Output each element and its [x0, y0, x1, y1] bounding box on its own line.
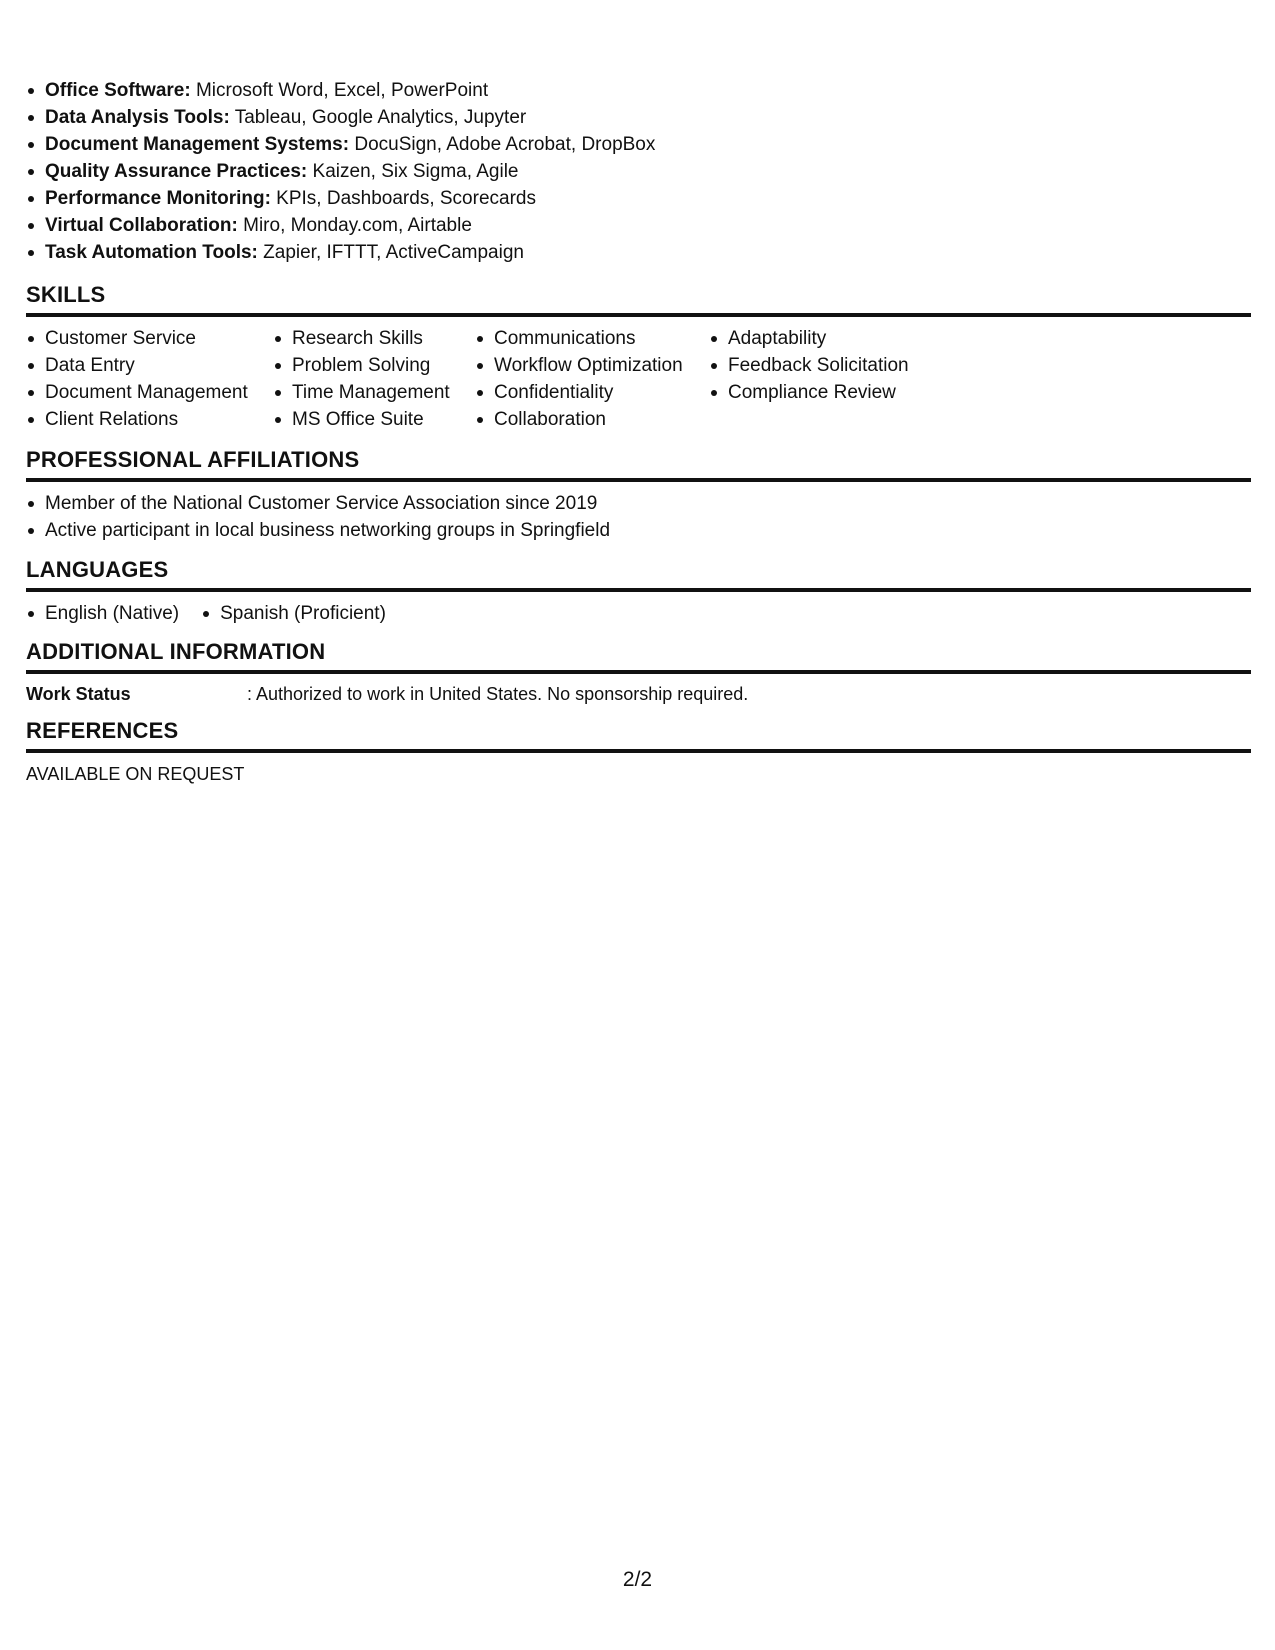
skill-item: Client Relations	[26, 406, 273, 433]
page-number: 2/2	[622, 1568, 653, 1591]
work-status-label: Work Status	[26, 684, 131, 704]
affiliations-section	[26, 446, 1251, 544]
references-section	[26, 717, 1251, 787]
tool-value: Kaizen, Six Sigma, Agile	[307, 161, 519, 182]
tool-value: KPIs, Dashboards, Scorecards	[270, 188, 536, 209]
tool-value: Zapier, IFTTT, ActiveCampaign	[257, 242, 524, 263]
skills-column	[273, 325, 475, 433]
tool-value: Tableau, Google Analytics, Jupyter	[229, 107, 527, 128]
work-status-row	[26, 681, 1251, 707]
list-item: Active participant in local business networking groups in Springfield	[26, 517, 1251, 544]
skill-item: Customer Service	[26, 325, 273, 352]
section-title: ADDITIONAL INFORMATION	[26, 638, 1251, 674]
tool-label: Data Analysis Tools:	[45, 107, 230, 128]
skill-item: Feedback Solicitation	[709, 352, 929, 379]
section-title: SKILLS	[26, 281, 1251, 317]
tool-label: Task Automation Tools:	[45, 242, 258, 263]
skill-item: Document Management	[26, 379, 273, 406]
list-item	[26, 158, 655, 185]
skills-section	[26, 281, 1251, 433]
list-item	[26, 77, 655, 104]
language-item: English (Native)	[26, 600, 179, 627]
skills-column	[475, 325, 709, 433]
section-title: LANGUAGES	[26, 556, 1251, 592]
skill-item: Workflow Optimization	[475, 352, 709, 379]
tool-label: Performance Monitoring:	[45, 188, 271, 209]
skill-item: Problem Solving	[273, 352, 475, 379]
list-item	[26, 185, 655, 212]
skill-item: Data Entry	[26, 352, 273, 379]
tool-label: Virtual Collaboration:	[45, 215, 238, 236]
list-item	[26, 104, 655, 131]
list-item	[26, 131, 655, 158]
list-item	[26, 239, 655, 266]
skill-item: Compliance Review	[709, 379, 929, 406]
skill-item: MS Office Suite	[273, 406, 475, 433]
language-item: Spanish (Proficient)	[201, 600, 386, 627]
list-item: Member of the National Customer Service Association since 2019	[26, 490, 1251, 517]
additional-info-section	[26, 638, 1251, 707]
skills-column	[709, 325, 929, 433]
skill-item: Research Skills	[273, 325, 475, 352]
skill-item: Adaptability	[709, 325, 929, 352]
skill-item: Communications	[475, 325, 709, 352]
tool-value: Microsoft Word, Excel, PowerPoint	[190, 80, 489, 101]
skill-item: Time Management	[273, 379, 475, 406]
skills-column	[26, 325, 273, 433]
section-title: PROFESSIONAL AFFILIATIONS	[26, 446, 1251, 482]
tool-label: Office Software:	[45, 80, 191, 101]
references-text: AVAILABLE ON REQUEST	[26, 764, 245, 784]
section-title: REFERENCES	[26, 717, 1251, 753]
skill-item: Collaboration	[475, 406, 709, 433]
languages-section	[26, 556, 1251, 627]
tool-value: Miro, Monday.com, Airtable	[237, 215, 472, 236]
skill-item: Confidentiality	[475, 379, 709, 406]
work-status-value: : Authorized to work in United States. No sponsorship required.	[247, 684, 749, 704]
languages-list	[26, 600, 1251, 627]
affiliations-list	[26, 490, 1251, 544]
tools-list	[26, 77, 655, 266]
list-item	[26, 212, 655, 239]
tool-label: Document Management Systems:	[45, 134, 350, 155]
skills-grid	[26, 325, 1251, 433]
tool-value: DocuSign, Adobe Acrobat, DropBox	[349, 134, 656, 155]
tool-label: Quality Assurance Practices:	[45, 161, 308, 182]
